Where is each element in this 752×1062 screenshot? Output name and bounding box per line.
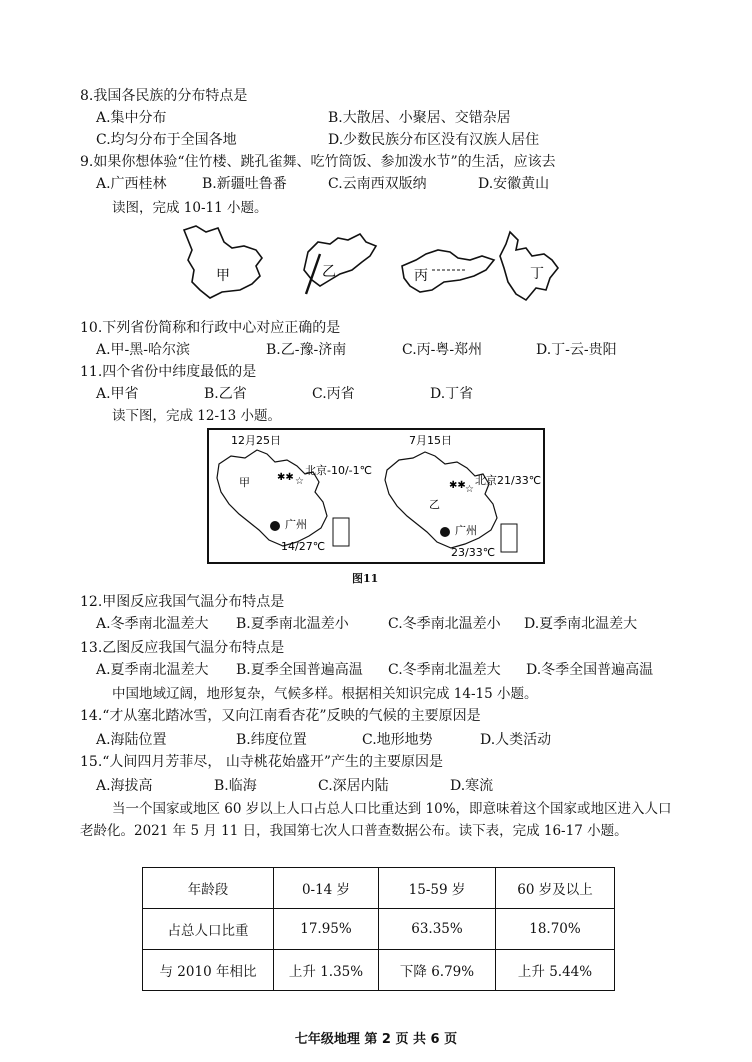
table-header-cell: 年龄段 [143, 868, 274, 909]
question-10: 10.下列省份简称和行政中心对应正确的是 [80, 320, 341, 336]
table-cell: 与 2010 年相比 [143, 950, 274, 991]
q12-option-c: C.冬季南北温差小 [388, 616, 501, 632]
left-guangzhou-label: 广州 [285, 518, 307, 531]
province-outlines-figure [170, 220, 570, 310]
q15-option-b: B.临海 [214, 778, 257, 794]
q14-option-b: B.纬度位置 [236, 732, 307, 748]
intro-10-11: 读图，完成 10-11 小题。 [112, 200, 268, 216]
table-header-cell: 0-14 岁 [274, 868, 379, 909]
table-row [143, 950, 615, 991]
q9-option-a: A.广西桂林 [96, 176, 167, 192]
question-9: 9.如果你想体验“住竹楼、跳孔雀舞、吃竹筒饭、参加泼水节”的生活，应该去 [80, 154, 556, 170]
right-snow-icon: ✱✱ [449, 480, 466, 491]
q8-option-c: C.均匀分布于全国各地 [96, 132, 237, 148]
question-13: 13.乙图反应我国气温分布特点是 [80, 640, 285, 656]
q11-option-a: A.甲省 [96, 386, 139, 402]
figure-11-caption: 图11 [352, 572, 379, 585]
page-footer: 七年级地理 第 2 页 共 6 页 [294, 1032, 458, 1047]
q10-option-c: C.丙-粤-郑州 [402, 342, 483, 358]
q13-option-c: C.冬季南北温差大 [388, 662, 501, 678]
table-cell: 上升 5.44% [496, 950, 615, 991]
q12-option-b: B.夏季南北温差小 [236, 616, 349, 632]
right-map-date: 7月15日 [409, 434, 452, 447]
province-bing-outline [402, 250, 494, 292]
q11-option-d: D.丁省 [430, 386, 474, 402]
population-table [142, 867, 615, 991]
table-cell: 63.35% [379, 909, 496, 950]
q15-option-c: C.深居内陆 [318, 778, 389, 794]
q8-option-a: A.集中分布 [96, 110, 167, 126]
table-cell: 下降 6.79% [379, 950, 496, 991]
province-bing-label: 丙 [414, 268, 428, 284]
left-beijing-label: 北京 [305, 464, 327, 477]
right-star-icon: ☆ [465, 484, 474, 495]
q12-option-d: D.夏季南北温差大 [524, 616, 638, 632]
left-map-label: 甲 [239, 476, 250, 489]
table-cell: 18.70% [496, 909, 615, 950]
q9-option-b: B.新疆吐鲁番 [202, 176, 287, 192]
province-jia-label: 甲 [216, 268, 230, 284]
question-8: 8.我国各民族的分布特点是 [80, 88, 248, 104]
intro-16-17: 当一个国家或地区 60 岁以上人口占总人口比重达到 10%，即意味着这个国家或地区进入人口老龄化。2021 年 5 月 11 日，我国第七次人口普查数据公布。读下表，完成 16-17 小题。 [80, 801, 672, 839]
q13-option-a: A.夏季南北温差大 [96, 662, 209, 678]
q14-option-d: D.人类活动 [480, 732, 552, 748]
q11-option-c: C.丙省 [312, 386, 355, 402]
table-cell: 占总人口比重 [143, 909, 274, 950]
q13-option-b: B.夏季全国普遍高温 [236, 662, 363, 678]
q10-option-b: B.乙-豫-济南 [266, 342, 347, 358]
q14-option-a: A.海陆位置 [96, 732, 167, 748]
right-thermometer-icon [501, 524, 517, 552]
q13-option-d: D.冬季全国普遍高温 [526, 662, 654, 678]
right-guangzhou-label: 广州 [455, 524, 477, 537]
intro-14-15: 中国地域辽阔，地形复杂，气候多样。根据相关知识完成 14-15 小题。 [112, 686, 538, 702]
figure-11-frame [207, 428, 545, 564]
q9-option-c: C.云南西双版纳 [328, 176, 427, 192]
left-sun-icon [270, 521, 280, 531]
table-header-row [143, 868, 615, 909]
q11-option-b: B.乙省 [204, 386, 247, 402]
province-jia-outline [184, 226, 262, 298]
q8-option-b: B.大散居、小聚居、交错杂居 [328, 110, 511, 126]
table-header-cell: 15-59 岁 [379, 868, 496, 909]
table-cell: 17.95% [274, 909, 379, 950]
q10-option-d: D.丁-云-贵阳 [536, 342, 617, 358]
q8-option-d: D.少数民族分布区没有汉族人居住 [328, 132, 540, 148]
q10-option-a: A.甲-黑-哈尔滨 [96, 342, 191, 358]
q9-option-d: D.安徽黄山 [478, 176, 550, 192]
right-guangzhou-temp: 23/33℃ [451, 546, 496, 559]
q15-option-d: D.寒流 [450, 778, 494, 794]
right-sun-icon [440, 527, 450, 537]
province-ding-outline [500, 232, 558, 300]
left-beijing-temp: -10/-1℃ [327, 464, 372, 477]
figure-11-maps [209, 430, 543, 562]
right-map-label: 乙 [429, 498, 440, 511]
province-ding-label: 丁 [530, 266, 544, 282]
q15-option-a: A.海拔高 [96, 778, 153, 794]
question-12: 12.甲图反应我国气温分布特点是 [80, 594, 285, 610]
left-guangzhou-temp: 14/27℃ [281, 540, 326, 553]
question-14: 14.“才从塞北踏冰雪，又向江南看杏花”反映的气候的主要原因是 [80, 708, 481, 724]
left-snow-icon: ✱✱ [277, 472, 294, 483]
intro-12-13: 读下图，完成 12-13 小题。 [112, 408, 282, 424]
right-beijing-label: 北京 [475, 474, 497, 487]
province-yi-outline [304, 234, 376, 294]
question-15: 15.“人间四月芳菲尽， 山寺桃花始盛开”产生的主要原因是 [80, 754, 444, 770]
table-row [143, 909, 615, 950]
right-beijing-temp: 21/33℃ [497, 474, 542, 487]
table-cell: 上升 1.35% [274, 950, 379, 991]
q14-option-c: C.地形地势 [362, 732, 433, 748]
left-star-icon: ☆ [295, 476, 304, 487]
q12-option-a: A.冬季南北温差大 [96, 616, 209, 632]
province-yi-label: 乙 [322, 264, 336, 280]
question-11: 11.四个省份中纬度最低的是 [80, 364, 257, 380]
left-map-date: 12月25日 [231, 434, 281, 447]
table-header-cell: 60 岁及以上 [496, 868, 615, 909]
left-thermometer-icon [333, 518, 349, 546]
